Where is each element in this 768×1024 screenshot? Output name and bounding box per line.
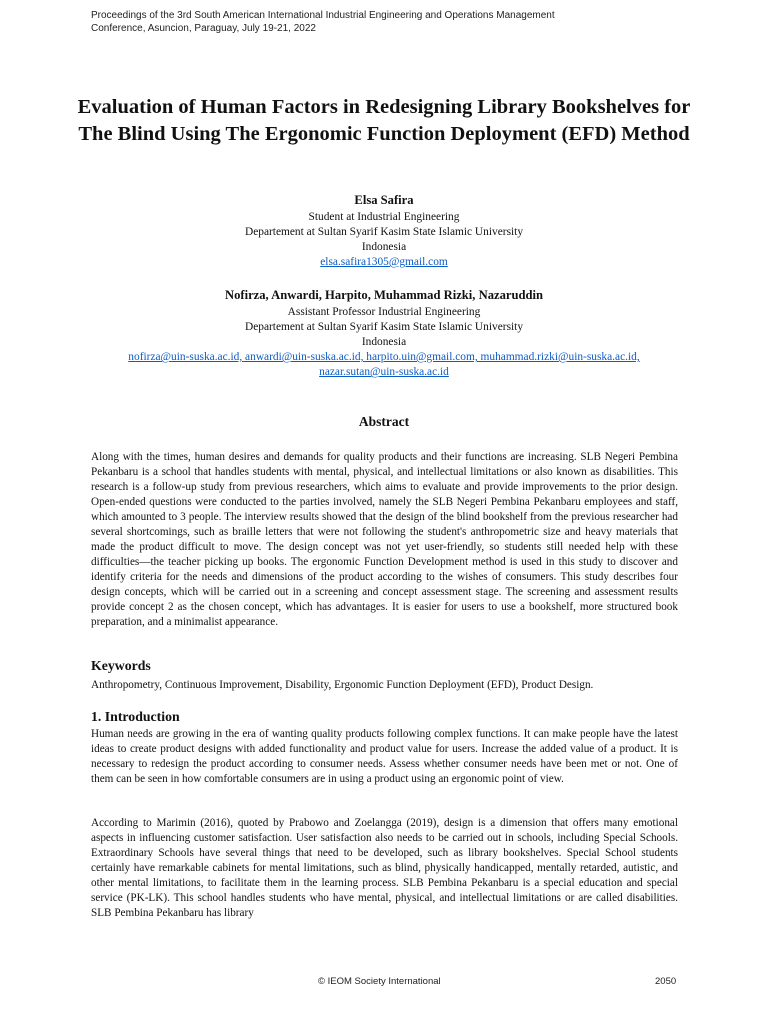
coauthor-names: Nofirza, Anwardi, Harpito, Muhammad Rizki, Nazaruddin	[224, 288, 543, 302]
keywords-text: Anthropometry, Continuous Improvement, Disability, Ergonomic Function Deployment (EFD), Product Design.	[91, 679, 594, 691]
coauthor-country: Indonesia	[361, 336, 407, 348]
abstract-text: Along with the times, human desires and demands for quality products and their functions are increasing. SLB Negeri Pembina Pekanbaru is a school that handles students with mental, physical, and intellectual limitations or also known as disabilities. This research is a follow-up study from previous researchers, which aims to evaluate and provide improvements to the prior design. Open-ended questions were conducted to the parties involved, namely the SLB Negeri Pembina Pekanbaru employees and staff, which amounted to 3 people. The interview results showed that the design of the blind bookshelf from the previous researcher had several shortcomings, such as braille letters that were not following the student's anthropometric size and heavy materials that made the product difficult to move. The design concept was not yet user-friendly, so students still needed help with these difficulties—the teacher picking up books. The ergonomic Function Development method is used in this study to discover and identify criteria for the needs and dimensions of the product according to the wishes of consumers. This study describes four design concepts, which will be carried out in a screening and concept assessment stage. The screening and assessment results provide concept 2 as the chosen concept, which has advantages. It is easier for users to use a bookshelf, more structured book preparation, and a minimalist appearance.	[91, 451, 678, 628]
footer-page-number: 2050	[655, 976, 677, 987]
abstract-heading: Abstract	[358, 414, 410, 429]
author-role: Student at Industrial Engineering	[308, 211, 460, 223]
running-header	[91, 9, 691, 35]
author-block-2	[60, 287, 708, 380]
coauthor-department: Departement at Sultan Syarif Kasim State Islamic University	[244, 321, 524, 333]
coauthor-role: Assistant Professor Industrial Engineering	[287, 306, 481, 318]
coauthor-email-link-2[interactable]: nazar.sutan@uin-suska.ac.id	[319, 366, 449, 378]
author-block-1	[60, 192, 708, 270]
paper-title: Evaluation of Human Factors in Redesigning Library Bookshelves for The Blind Using The Ergonomic Function Deployment (EFD) Method	[77, 96, 691, 145]
introduction-paragraph-2: According to Marimin (2016), quoted by Prabowo and Zoelangga (2019), design is a dimension that offers many emotional aspects in influencing customer satisfaction. User satisfaction also needs to be carried out in schools, including Special Schools. Extraordinary Schools have several things that need to be developed, such as library bookshelves. Special School students certainly have remarkable cabinets for mental limitations, such as blind, physically handicapped, mentally retarded, autistic, and other mental limitations, to facilitate them in the learning process. SLB Pembina Pekanbaru is a special education and special service (PK-LK). This school handles students who have mental, physical, and intellectual limitations or are called disabilities. SLB Pembina Pekanbaru has library	[91, 817, 678, 919]
author-email-link[interactable]: elsa.safira1305@gmail.com	[320, 256, 448, 268]
introduction-heading: 1. Introduction	[91, 709, 180, 724]
coauthor-emails-link[interactable]: nofirza@uin-suska.ac.id, anwardi@uin-suska.ac.id, harpito.uin@gmail.com, muhammad.rizki@uin-suska.ac.id,	[128, 351, 640, 363]
introduction-paragraph-1: Human needs are growing in the era of wanting quality products following complex functions. It can make people have the latest ideas to create product designs with added functionality and product value for users. Increase the added value of a product. It is necessary to redesign the product according to consumer needs. Assess whether consumer needs have been met or not. One of them can be seen in how comfortable consumers are in using a product using an ergonomic point of view.	[91, 728, 678, 785]
header-line-1: Proceedings of the 3rd South American International Industrial Engineering and Operations Management	[91, 10, 555, 21]
author-name: Elsa Safira	[354, 193, 414, 207]
header-line-2: Conference, Asuncion, Paraguay, July 19-21, 2022	[91, 23, 316, 34]
author-department: Departement at Sultan Syarif Kasim State Islamic University	[244, 226, 524, 238]
keywords-heading: Keywords	[91, 658, 151, 673]
footer-copyright: © IEOM Society International	[318, 976, 441, 987]
author-country: Indonesia	[361, 241, 407, 253]
